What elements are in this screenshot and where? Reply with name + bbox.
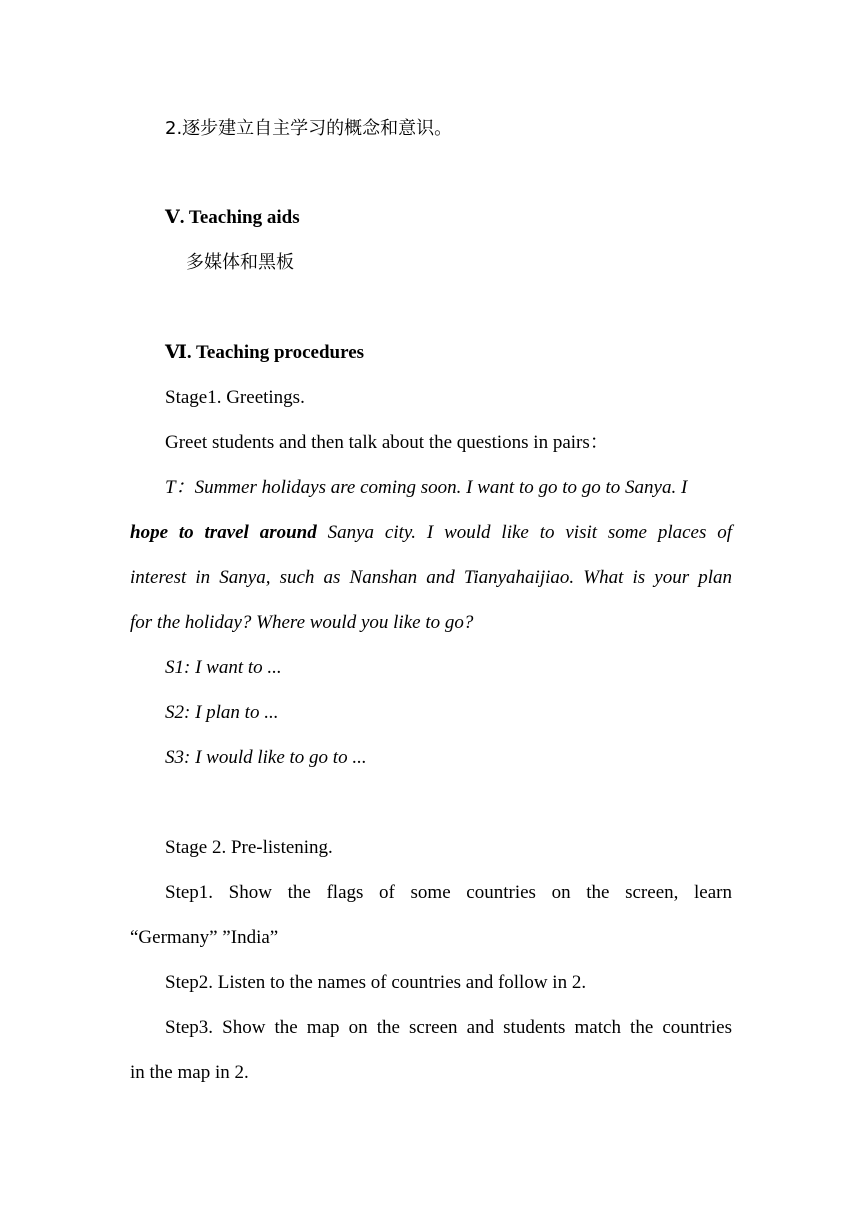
teacher-line-2 <box>130 520 732 546</box>
teacher-line-1: T：Summer holidays are coming soon. I want to go to go to Sanya. I <box>165 477 688 498</box>
teacher-line-2-rest: Sanya city. I would like to visit some places of <box>327 522 733 543</box>
step1-line-2: “Germany” ”India” <box>130 927 279 948</box>
stage1-instruction: Greet students and then talk about the questions in pairs： <box>165 432 609 453</box>
stage2-title: Stage 2. Pre-listening. <box>165 837 333 858</box>
teaching-aids-content: 多媒体和黑板 <box>186 252 294 273</box>
teacher-bold-phrase: hope to travel around <box>130 522 317 543</box>
step1-line-1: Step1. Show the flags of some countries on the screen, learn <box>165 882 732 903</box>
teacher-line-4: for the holiday? Where would you like to go? <box>130 612 474 633</box>
student-line-3: S3: I would like to go to ... <box>165 747 367 768</box>
section-heading-teaching-aids: Ⅴ. Teaching aids <box>165 207 300 228</box>
stage1-title: Stage1. Greetings. <box>165 387 305 408</box>
student-line-1: S1: I want to ... <box>165 657 282 678</box>
teacher-line-3: interest in Sanya, such as Nanshan and Tianyahaijiao. What is your plan <box>130 567 732 588</box>
step3-line-2: in the map in 2. <box>130 1062 249 1083</box>
objective-item-2: 2.逐步建立自主学习的概念和意识。 <box>165 118 453 139</box>
step3-line-1: Step3. Show the map on the screen and students match the countries <box>165 1017 732 1038</box>
section-heading-teaching-procedures: Ⅵ. Teaching procedures <box>165 342 365 363</box>
step2-line-1: Step2. Listen to the names of countries and follow in 2. <box>165 972 587 993</box>
student-line-2: S2: I plan to ... <box>165 702 279 723</box>
